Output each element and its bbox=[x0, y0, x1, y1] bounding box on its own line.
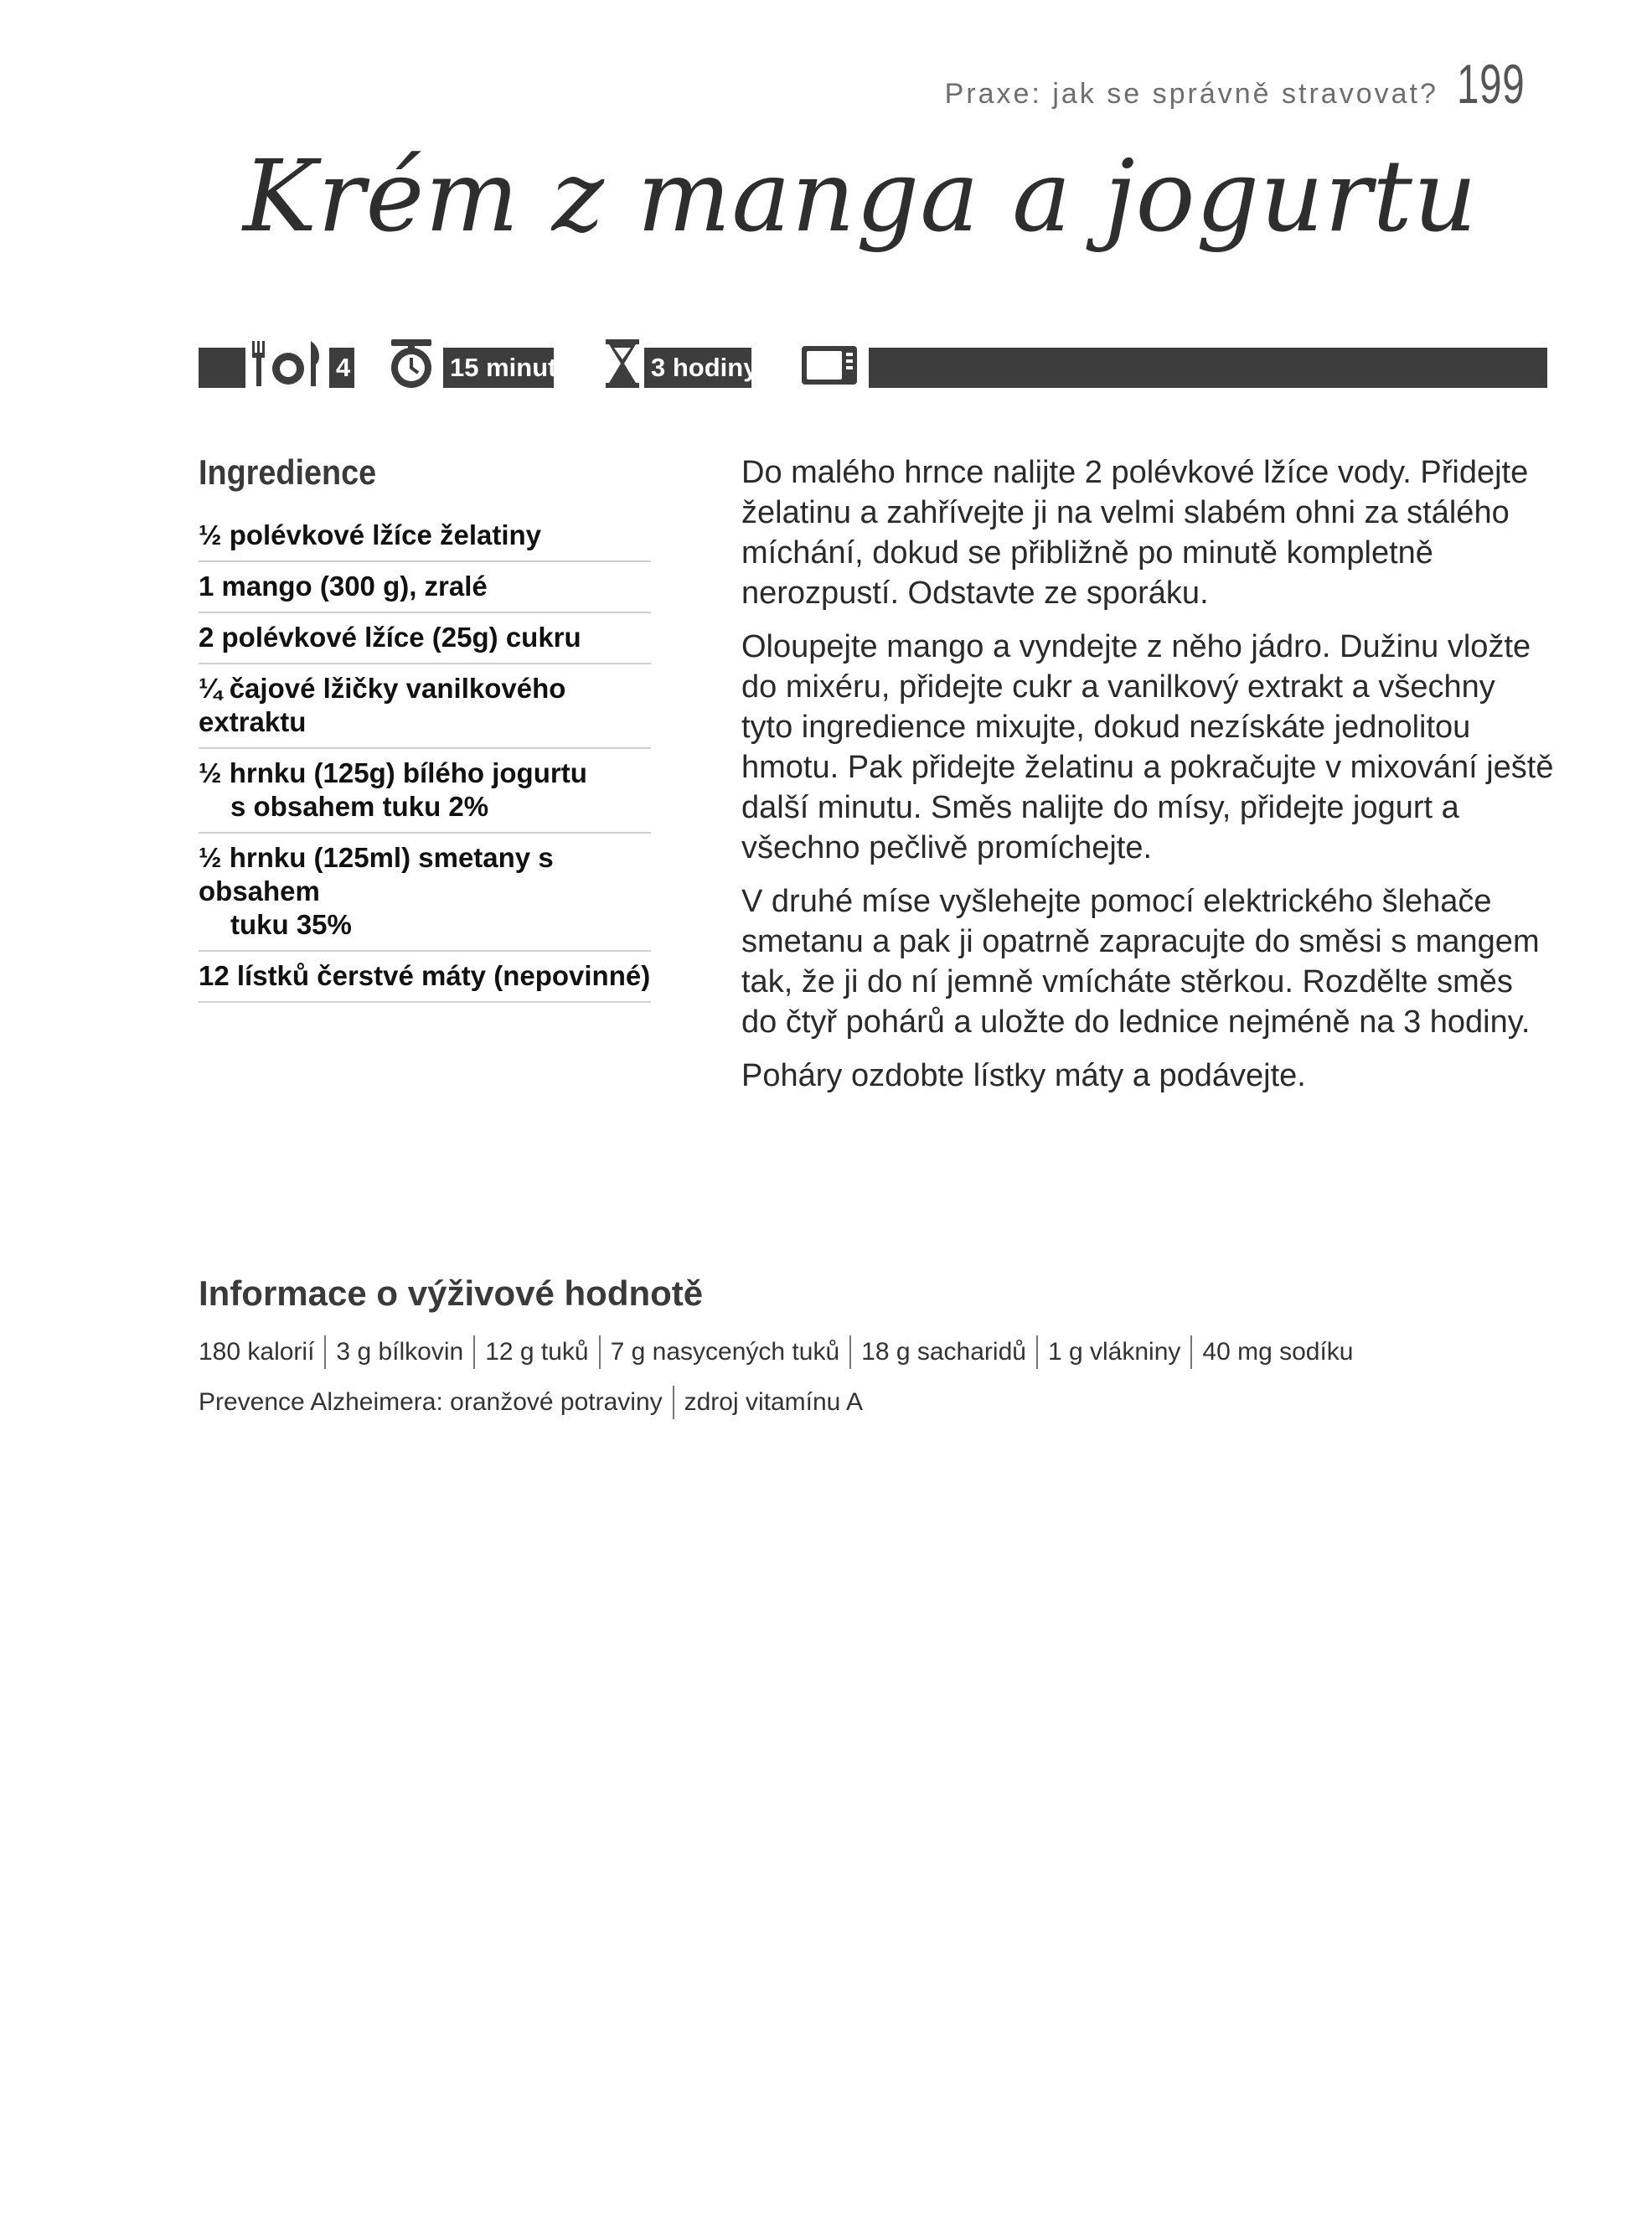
nutrition-value: 3 g bílkovin bbox=[324, 1335, 473, 1369]
list-item: 2 polévkové lžíce (25g) cukru bbox=[199, 613, 651, 664]
list-item: ¼ čajové lžičky vanilkového extraktu bbox=[199, 664, 651, 749]
prevention-item: Prevence Alzheimera: oranžové potraviny bbox=[199, 1388, 663, 1416]
nutrition-heading: Informace o výživové hodnotě bbox=[199, 1273, 704, 1313]
method-step: Poháry ozdobte lístky máty a podávejte. bbox=[741, 1058, 1306, 1093]
microwave-icon bbox=[800, 339, 859, 388]
nutrition-section bbox=[199, 1273, 1539, 1436]
method-section bbox=[741, 452, 1554, 1109]
running-head bbox=[945, 52, 1535, 116]
list-item: 1 mango (300 g), zralé bbox=[199, 562, 651, 613]
prep-time-value: 15 minut bbox=[450, 353, 557, 382]
nutrition-value: 7 g nasycených tuků bbox=[599, 1335, 850, 1369]
wait-time-badge bbox=[644, 348, 758, 388]
ingredients-list bbox=[199, 511, 651, 1003]
prevention-item: zdroj vitamínu A bbox=[673, 1386, 873, 1419]
list-item: ½ polévkové lžíce želatiny bbox=[199, 511, 651, 562]
method-step: Do malého hrnce nalijte 2 polévkové lžíce vody. Přidejte želatinu a zahřívejte ji na velmi slabém ohni za stálého míchání, dokud se přibližně po minutě kompletně nerozpustí. Odstavte ze sporáku. bbox=[741, 455, 1529, 611]
page-number: 199 bbox=[1456, 53, 1526, 115]
list-item: ½ hrnku (125ml) smetany s obsahem tuku 35% bbox=[199, 834, 651, 952]
ingredients-section bbox=[199, 452, 651, 1003]
list-item: ½ hrnku (125g) bílého jogurtu s obsahem tuku 2% bbox=[199, 749, 651, 834]
wait-time-value: 3 hodiny bbox=[651, 353, 758, 382]
servings-badge bbox=[329, 348, 354, 388]
nutrition-value: 40 mg sodíku bbox=[1190, 1335, 1363, 1369]
kitchen-timer-icon bbox=[385, 339, 438, 388]
method-step: Oloupejte mango a vyndejte z něho jádro. Dužinu vložte do mixéru, přidejte cukr a vanilkový extrakt a všechny tyto ingredience mixujte, dokud nezískáte jednolitou hmotu. Pak přidejte želatinu a pokračujte v mixování ještě další minutu. Směs nalijte do mísy, přidejte jogurt a všechno pečlivě promíchejte. bbox=[741, 629, 1554, 865]
meta-bar-end bbox=[869, 348, 1547, 388]
nutrition-value: 1 g vlákniny bbox=[1036, 1335, 1190, 1369]
prevention-info bbox=[199, 1386, 1539, 1419]
ingredients-heading: Ingredience bbox=[199, 452, 377, 492]
nutrition-values bbox=[199, 1335, 1539, 1369]
nutrition-value: 12 g tuků bbox=[473, 1335, 598, 1369]
method-step: V druhé míse vyšlehejte pomocí elektrického šlehače smetanu a pak ji opatrně zapracujte do směsi s mangem tak, že ji do ní jemně vmícháte stěrkou. Rozdělte směs do čtyř pohárů a uložte do lednice nejméně na 3 hodiny. bbox=[741, 884, 1540, 1040]
hourglass-icon bbox=[604, 339, 641, 388]
recipe-meta-bar bbox=[199, 339, 1547, 388]
list-item: 12 lístků čerstvé máty (nepovinné) bbox=[199, 952, 651, 1003]
cutlery-plate-icon bbox=[249, 339, 326, 388]
nutrition-value: 18 g sacharidů bbox=[849, 1335, 1036, 1369]
nutrition-value: 180 kalorií bbox=[199, 1338, 315, 1366]
prep-time-badge bbox=[443, 348, 557, 388]
servings-value: 4 bbox=[336, 353, 351, 382]
meta-bar-start bbox=[199, 348, 245, 388]
section-title: Praxe: jak se správně stravovat? bbox=[944, 78, 1438, 110]
recipe-title: Krém z manga a jogurtu bbox=[243, 138, 1478, 254]
